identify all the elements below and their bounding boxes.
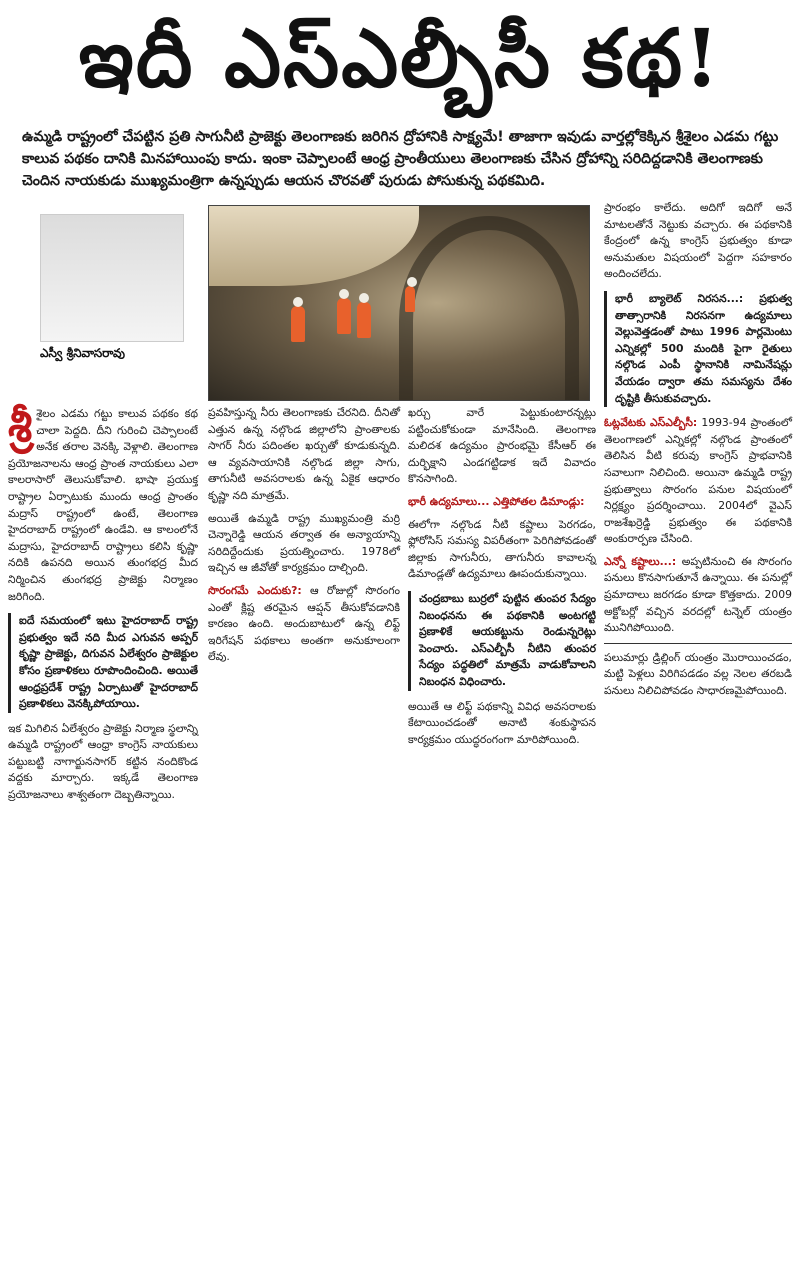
highlight-box: చంద్రబాబు బుర్రలో పుట్టిన తుంపర సేద్యం నిబంధనను ఈ పథకానికి అంటగట్టి ప్రణాళికే ఆయకట్టును రెండున్నరెట్లు పెంచారు. ఎస్ఎల్బీసీ నీటిని తుంపర సేద్యం పద్ధతిలో మాత్రమే వాడుకోవాలని నిబంధన విధించారు. (408, 591, 596, 691)
highlight-box: భారీ బ్యాలెట్ నిరసన...: ప్రభుత్వ తాత్సారానికి నిరసనగా ఉద్యమాలు వెల్లువెత్తడంతో పాటు 1996 పార్లమెంటు ఎన్నికల్లో 500 మందికి పైగా రైతులు నల్గొండ ఎంపీ స్థానానికి నామినేషన్లు వేయడం ద్వారా తమ సమస్యను దేశం దృష్టికి తీసుకువచ్చారు. (604, 291, 792, 407)
article-paragraph: ఎన్నో కష్టాలు...: అప్పటినుంచి ఈ సొరంగం పనులు కొనసాగుతూనే ఉన్నాయి. ఈ పనుల్లో ప్రమాదాలు జరగడం కూడా కొత్తకాదు. 2009 అక్టోబర్లో వచ్చిన వరదల్లో టన్నెల్ యంత్రం మునిగిపోయింది. (604, 554, 792, 635)
worker-figure (357, 302, 371, 338)
article-paragraph: ఖర్చు వారే పెట్టుకుంటారన్నట్లు పట్టించుకోకుండా మానేసింది. తెలంగాణ మలిదశ ఉద్యమం ప్రారంభమై కేసీఆర్ ఈ దుర్భిక్షాని ఎండగట్టిడాక ఇదే వివాదం కొనసాగింది. (408, 406, 596, 486)
author-name: ఎస్వీ శ్రీనివాసరావు (40, 346, 125, 360)
divider (604, 643, 792, 644)
dropcap: శ్రీ (8, 401, 33, 452)
article-paragraph: ఓట్లవేటకు ఎస్ఎల్బీసీ: 1993-94 ప్రాంతంలో తెలంగాణలో ఎన్నికల్లో నల్గొండ ప్రాంతంలో తెలిసిన వీటి కరువు కాంగ్రెస్ ప్రాభవానికి సవాలుగా నిలిచింది. అయినా ఉమ్మడి రాష్ట్ర ప్రభుత్వాలు సొరంగం పనుల విషయంలో నిర్లక్ష్యం ప్రదర్శించాయి. 2004లో వైఎస్ రాజశేఖర్రెడ్డి ప్రభుత్వం ఈ పథకానికి అంకురార్పణ చేసింది. (604, 416, 792, 546)
column-1 (8, 401, 198, 810)
subheading: సొరంగమే ఎందుకు?: (208, 583, 302, 597)
tunnel-ring (399, 216, 579, 401)
highlight-box: ఐదే సమయంలో ఇటు హైదరాబాద్ రాష్ట్ర ప్రభుత్వం ఇదే నది మీద ఎగువన అప్పర్ కృష్ణా ప్రాజెక్టు, దిగువన ఏలేశ్వరం ప్రాజెక్టుల కోసం ప్రణాళికలు రూపొందించింది. అయితే ఆంధ్రప్రదేశ్ రాష్ట్ర ఏర్పాటుతో హైదరాబాద్ ప్రణాళికలు వెనక్కిపోయాయి. (8, 613, 198, 713)
author-photo (40, 214, 184, 342)
tunnel-photo (208, 205, 590, 401)
column-4 (604, 200, 792, 706)
subheading: భారీ ఉద్యమాలు... ఎత్తిపోతల డిమాండ్లు: (408, 494, 585, 508)
worker-figure (405, 286, 415, 312)
column-3 (408, 405, 596, 754)
article-paragraph: అయితే ఆ లిఫ్ట్ పథకాన్ని వివిధ అవసరాలకు కేటాయించడంతో అనాటి శంకుస్థాపన కార్యక్రమం యుద్ధరంగంగా మారిపోయింది. (408, 699, 596, 746)
worker-figure (291, 306, 305, 342)
article-paragraph: అయితే ఉమ్మడి రాష్ట్ర ముఖ్యమంత్రి మర్రి చెన్నారెడ్డి ఆయన తర్వాత ఈ అన్యాయాన్ని సరిదిద్దేందుకు ప్రయత్నించారు. 1978లో ఇచ్చిన ఆ జీవోతో కార్యక్రమం దాల్చింది. (208, 511, 400, 575)
column-2 (208, 405, 400, 672)
article-paragraph: ప్రవహిస్తున్న నీరు తెలంగాణకు చేరనిది. దీనితో ఎత్తున ఉన్న నల్గొండ జిల్లాలోని ప్రాంతాలకు సాగర్ నీరు పదింతల ఖర్చుతో కూడుకున్నది. ఆ వ్యవసాయానికి నల్గొండ జిల్లా సాగు, తాగునీటి అవసరాలకు ఉన్న ఏకైక ఆధారం కృష్ణా నది మాత్రమే. (208, 406, 400, 502)
tunnel-wall (209, 206, 419, 286)
article-paragraph: ఈలోగా నల్గొండ నీటి కష్టాలు పెరగడం, ఫ్లోరోసిస్ సమస్య విపరీతంగా పెరిగిపోవడంతో జిల్లాకు సాగునీరు, తాగునీరు కావాలన్న డిమాండ్లతో ఉద్యమాలు ఊపందుకున్నాయి. (408, 517, 596, 581)
subheading: ఎన్నో కష్టాలు...: (604, 554, 677, 568)
headline: ఇదీ ఎస్ఎల్బీసీ కథ! (78, 11, 722, 105)
article-paragraph: ఇక మిగిలిన ఏలేశ్వరం ప్రాజెక్టు నిర్మాణ స్థలాన్ని ఉమ్మడి రాష్ట్రంలో ఆంధ్రా కాంగ్రెస్ నాయకులు పట్టుబట్టి నాగార్జునసాగర్ కట్టిన నందికొండ వద్దకు మార్చారు. ఇక్కడే తెలంగాణ ప్రయోజనాలు శాశ్వతంగా దెబ్బతిన్నాయి. (8, 721, 198, 802)
worker-figure (337, 298, 351, 334)
article-paragraph: సొరంగమే ఎందుకు?: ఆ రోజుల్లో సొరంగం ఎంతో క్లిష్ట తరమైన ఆప్షన్ తీసుకోవడానికి కారణం ఉంది. అందుబాటులో ఉన్న లిఫ్ట్ ఇరిగేషన్ పథకాలు అంతగా అనుకూలంగా లేవు. (208, 583, 400, 664)
article-paragraph: శ్రీ శైలం ఎడమ గట్టు కాలువ పథకం కథ చాలా పెద్దది. దీని గురించి చెప్పాలంటే అనేక తరాల వెనక్కి వెళ్లాలి. తెలంగాణ ప్రయోజనాలను ఆంధ్ర ప్రాంత నాయకులు ఎలా కాలరాసారో తెలుసుకోవాలి. భాషా ప్రయుక్త రాష్ట్రాల ఏర్పాటుకు ముందు ఆంధ్ర ప్రాంతం మద్రాస్ రాష్ట్రంలో ఉంటే, తెలంగాణ హైదరాబాద్ రాష్ట్రంలో ఉండేవి. ఆ కాలంలోనే మద్రాసు, హైదరాబాద్ రాష్ట్రాలు కలిసి కృష్ణా నదికి ఉపనది అయిన తుంగభద్ర మీద నిర్మించిన తుంగభద్ర ప్రాజెక్టు నిర్మాణం జరిగింది. (8, 401, 198, 603)
subheading: ఓట్లవేటకు ఎస్ఎల్బీసీ: (604, 416, 698, 430)
lede-paragraph: ఉమ్మడి రాష్ట్రంలో చేపట్టిన ప్రతి సాగునీటి ప్రాజెక్టు తెలంగాణకు జరిగిన ద్రోహానికి సాక్ష్యమే! తాజాగా ఇవుడు వార్తల్లోకెక్కిన శ్రీశైలం ఎడమ గట్టు కాలువ పథకం దానికి మినహాయింపు కాదు. ఇంకా చెప్పాలంటే ఆంధ్ర ప్రాంతీయులు తెలంగాణకు చేసిన ద్రోహాన్ని సరిదిద్దడానికి తెలంగాణకు చెందిన నాయకుడు ముఖ్యమంత్రిగా ఉన్నప్పుడు ఆయన చొరవతో పురుడు పోసుకున్న పథకమిది. (22, 129, 779, 189)
article-paragraph: ప్రారంభం కాలేదు. అదిగో ఇదిగో అనే మాటలతోనే నెట్టుకు వచ్చారు. ఈ పథకానికి కేంద్రంలో ఉన్న కాంగ్రెస్ ప్రభుత్వం కూడా అనుమతుల విషయంలో పెద్దగా సహకారం అందించలేదు. (604, 201, 792, 281)
article-paragraph: పలుమార్లు డ్రిల్లింగ్ యంత్రం మొరాయించడం, మట్టి పెళ్లలు విరిగిపడడం వల్ల నెలల తరబడి పనులు నిలిచిపోవడం సాధారణమైపోయింది. (604, 650, 792, 698)
